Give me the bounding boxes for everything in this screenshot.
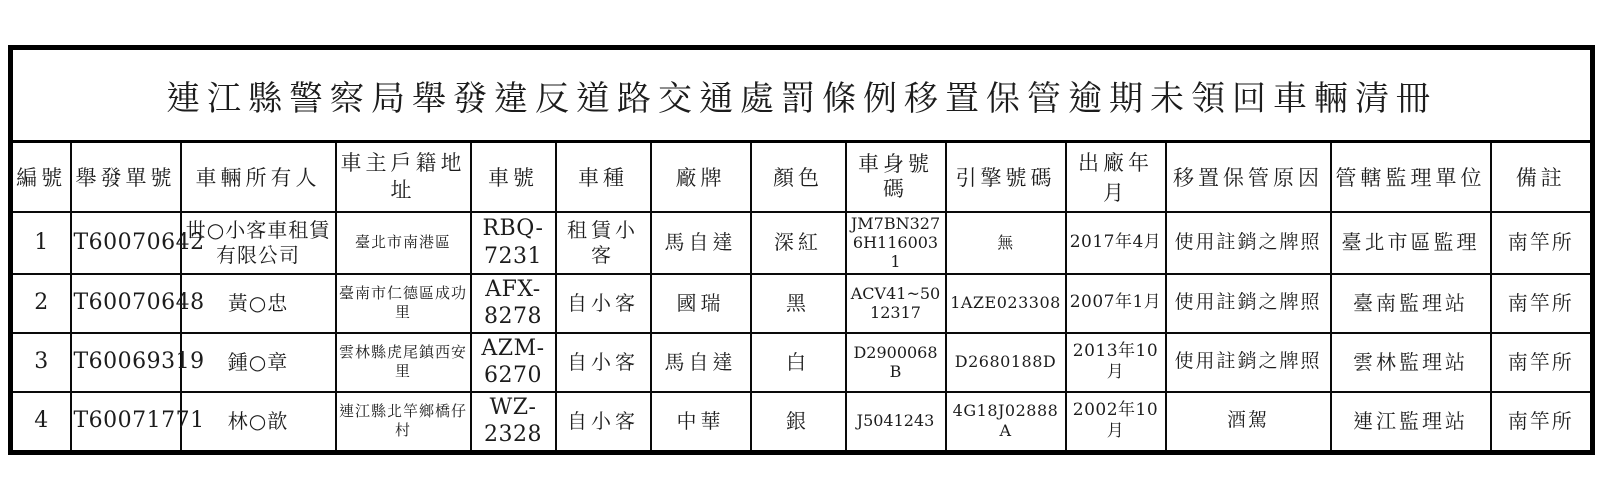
cell-authority: 臺北市區監理 (1331, 212, 1491, 274)
cell-no: 1 (11, 212, 71, 274)
cell-remarks: 南竿所 (1491, 212, 1593, 274)
cell-authority: 雲林監理站 (1331, 333, 1491, 392)
cell-authority: 臺南監理站 (1331, 274, 1491, 333)
cell-plate-no: WZ-2328 (471, 392, 556, 453)
cell-remarks: 南竿所 (1491, 392, 1593, 453)
cell-remarks: 南竿所 (1491, 274, 1593, 333)
cell-body-no: J5041243 (846, 392, 946, 453)
cell-manufacture-date: 2013年10月 (1066, 333, 1166, 392)
cell-citation-no: T60070642 (71, 212, 181, 274)
column-header-brand: 廠牌 (651, 142, 751, 213)
cell-authority: 連江監理站 (1331, 392, 1491, 453)
cell-brand: 國瑞 (651, 274, 751, 333)
column-header-engine-no: 引擎號碼 (946, 142, 1066, 213)
cell-brand: 馬自達 (651, 212, 751, 274)
cell-engine-no: D2680188D (946, 333, 1066, 392)
cell-color: 黑 (751, 274, 846, 333)
cell-manufacture-date: 2002年10月 (1066, 392, 1166, 453)
vehicle-table (8, 45, 1595, 455)
column-header-custody-reason: 移置保管原因 (1166, 142, 1331, 213)
cell-engine-no: 無 (946, 212, 1066, 274)
cell-color: 深紅 (751, 212, 846, 274)
cell-custody-reason: 使用註銷之牌照 (1166, 212, 1331, 274)
cell-citation-no: T60070648 (71, 274, 181, 333)
cell-owner-address: 雲林縣虎尾鎮西安里 (336, 333, 471, 392)
title-row (11, 48, 1593, 142)
cell-custody-reason: 使用註銷之牌照 (1166, 274, 1331, 333)
cell-no: 3 (11, 333, 71, 392)
column-header-vehicle-type: 車種 (556, 142, 651, 213)
cell-no: 2 (11, 274, 71, 333)
cell-color: 銀 (751, 392, 846, 453)
cell-plate-no: AZM-6270 (471, 333, 556, 392)
column-header-citation-no: 舉發單號 (71, 142, 181, 213)
cell-custody-reason: 使用註銷之牌照 (1166, 333, 1331, 392)
cell-engine-no: 4G18J02888A (946, 392, 1066, 453)
cell-plate-no: AFX-8278 (471, 274, 556, 333)
cell-owner: 鍾○章 (181, 333, 336, 392)
cell-remarks: 南竿所 (1491, 333, 1593, 392)
cell-body-no: ACV41~5012317 (846, 274, 946, 333)
cell-owner-address: 連江縣北竿鄉橋仔村 (336, 392, 471, 453)
column-header-no: 編號 (11, 142, 71, 213)
table-body (11, 212, 1593, 452)
cell-no: 4 (11, 392, 71, 453)
table-row (11, 333, 1593, 392)
cell-citation-no: T60069319 (71, 333, 181, 392)
table-row (11, 212, 1593, 274)
page-title: 連江縣警察局舉發違反道路交通處罰條例移置保管逾期未領回車輛清冊 (11, 48, 1593, 142)
column-header-manufacture-date: 出廠年月 (1066, 142, 1166, 213)
cell-vehicle-type: 租賃小客 (556, 212, 651, 274)
cell-owner: 世○小客車租賃有限公司 (181, 212, 336, 274)
column-header-remarks: 備註 (1491, 142, 1593, 213)
cell-manufacture-date: 2017年4月 (1066, 212, 1166, 274)
cell-manufacture-date: 2007年1月 (1066, 274, 1166, 333)
table-row (11, 392, 1593, 453)
column-header-owner-address: 車主戶籍地址 (336, 142, 471, 213)
column-header-body-no: 車身號碼 (846, 142, 946, 213)
cell-engine-no: 1AZE023308 (946, 274, 1066, 333)
column-header-owner: 車輛所有人 (181, 142, 336, 213)
cell-owner: 黃○忠 (181, 274, 336, 333)
cell-owner-address: 臺北市南港區 (336, 212, 471, 274)
column-header-plate-no: 車號 (471, 142, 556, 213)
cell-owner: 林○歆 (181, 392, 336, 453)
cell-body-no: D2900068B (846, 333, 946, 392)
column-header-color: 顏色 (751, 142, 846, 213)
cell-vehicle-type: 自小客 (556, 274, 651, 333)
cell-brand: 中華 (651, 392, 751, 453)
cell-plate-no: RBQ-7231 (471, 212, 556, 274)
cell-color: 白 (751, 333, 846, 392)
cell-vehicle-type: 自小客 (556, 392, 651, 453)
cell-body-no: JM7BN3276H1160031 (846, 212, 946, 274)
header-row (11, 142, 1593, 213)
cell-brand: 馬自達 (651, 333, 751, 392)
cell-citation-no: T60071771 (71, 392, 181, 453)
cell-custody-reason: 酒駕 (1166, 392, 1331, 453)
table-row (11, 274, 1593, 333)
cell-vehicle-type: 自小客 (556, 333, 651, 392)
cell-owner-address: 臺南市仁德區成功里 (336, 274, 471, 333)
column-header-authority: 管轄監理單位 (1331, 142, 1491, 213)
